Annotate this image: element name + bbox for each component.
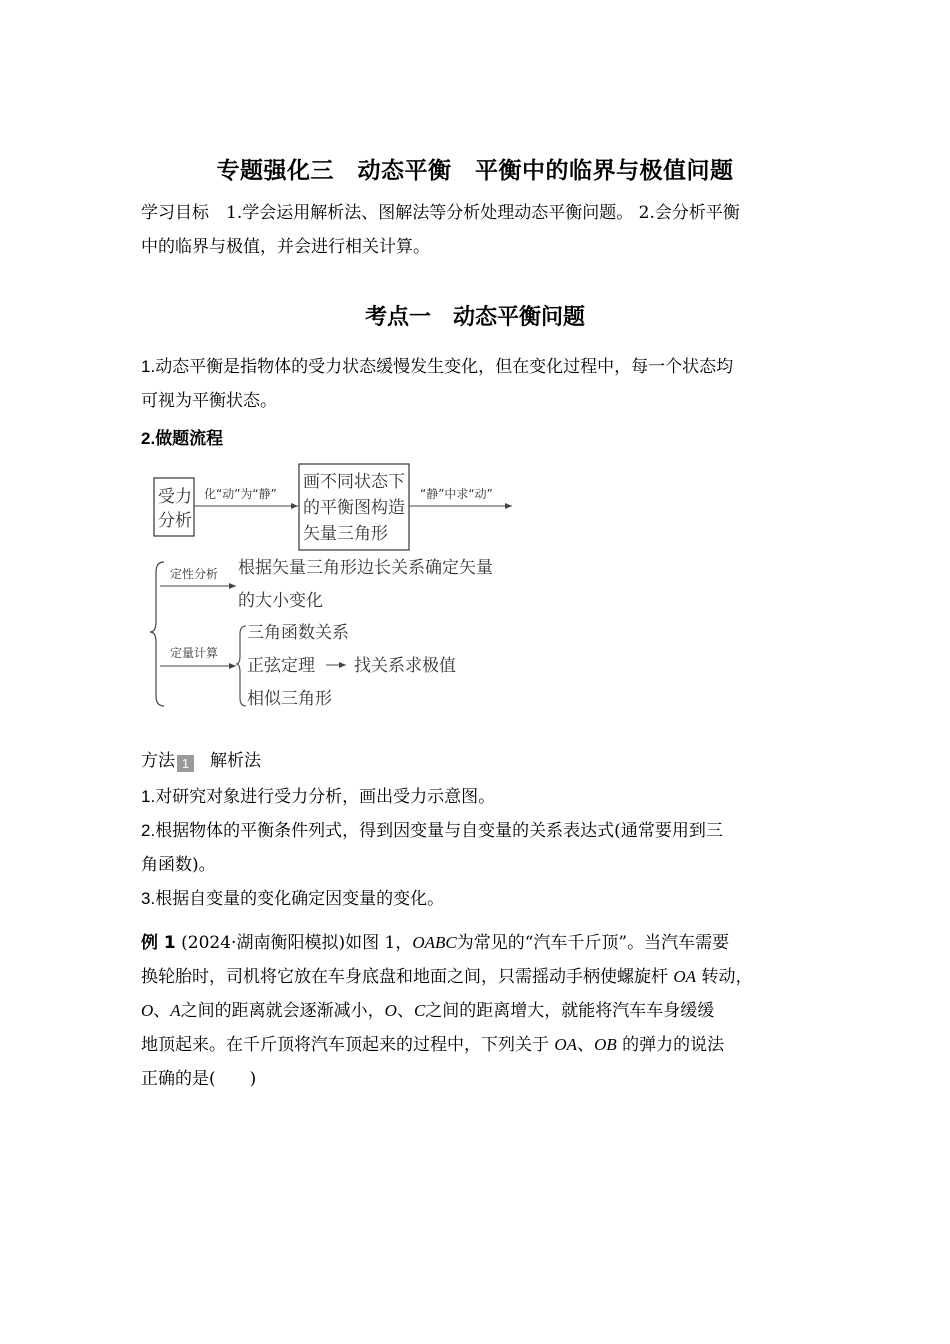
flow-quant-item-3: 相似三角形 [247,689,332,709]
flow-quant-item-2: 正弦定理 [247,656,315,676]
flow-box2-line3: 矢量三角形 [303,524,388,544]
flow-qualitative-line1: 根据矢量三角形边长关系确定矢量 [238,558,493,578]
example-1: 例 1 (2024·湖南衡阳模拟)如图 1，OABC为常见的“汽车千斤顶”。当汽车需要 换轮胎时，司机将它放在车身底盘和地面之间，只需摇动手柄使螺旋杆 OA 转动， O、A之间的距离就会逐渐减小，O、C之间的距离增大，就能将汽车车身缓缓 地顶起来。在千斤顶将汽车顶起来的过程中，下列关于 OA、OB 的弹力的说法 正确的是( ) [141,933,753,1089]
flow-box1-line1: 受力 [158,487,192,507]
section-heading: 考点一 动态平衡问题 [364,305,585,330]
problem-flowchart [148,460,528,720]
flow-main-brace [150,562,164,706]
flow-box2-line1: 画不同状态下 [303,472,405,492]
method-number-badge: 1 [177,755,194,772]
method-step-1: 1.对研究对象进行受力分析，画出受力示意图。 [141,787,496,807]
example-source: (2024·湖南衡阳模拟) [181,933,346,953]
method-heading: 方法 1 解析法 [141,751,261,771]
objectives-line-1: 学习目标 1.学会运用解析法、图解法等分析处理动态平衡问题。 2.会分析平衡 [141,203,740,223]
section-paragraph-2: 2.做题流程 [141,429,224,449]
flow-arrow1-label: 化“动”为“静” [204,487,277,501]
flow-box2-line2: 的平衡图构造 [303,498,405,518]
page-title: 专题强化三 动态平衡 平衡中的临界与极值问题 [216,158,734,184]
method-steps: 1.对研究对象进行受力分析，画出受力示意图。 2.根据物体的平衡条件列式，得到因变量与自变量的关系表达式(通常要用到三 角函数)。 3.根据自变量的变化确定因变量的变化。 [141,780,816,916]
objectives-label: 学习目标 [141,203,209,223]
flow-quantitative-label: 定量计算 [170,646,219,660]
flow-quant-item-1: 三角函数关系 [247,623,349,643]
example-label: 例 1 [141,933,176,953]
flow-qualitative-label: 定性分析 [170,567,219,581]
flow-quant-result: 找关系求极值 [354,656,456,676]
learning-objectives [141,196,816,264]
section-paragraph-1: 1.动态平衡是指物体的受力状态缓慢发生变化，但在变化过程中，每一个状态均 可视为平衡状态。 [141,357,734,411]
method-step-2: 2.根据物体的平衡条件列式，得到因变量与自变量的关系表达式(通常要用到三 [141,821,723,841]
flow-sub-brace [236,626,246,706]
flow-qualitative-line2: 的大小变化 [238,591,323,611]
flow-box1-line2: 分析 [158,511,192,531]
method-step-3: 3.根据自变量的变化确定因变量的变化。 [141,889,445,909]
objectives-line-2: 中的临界与极值，并会进行相关计算。 [141,237,430,257]
flow-arrow2-label: “静”中求“动” [420,487,493,501]
